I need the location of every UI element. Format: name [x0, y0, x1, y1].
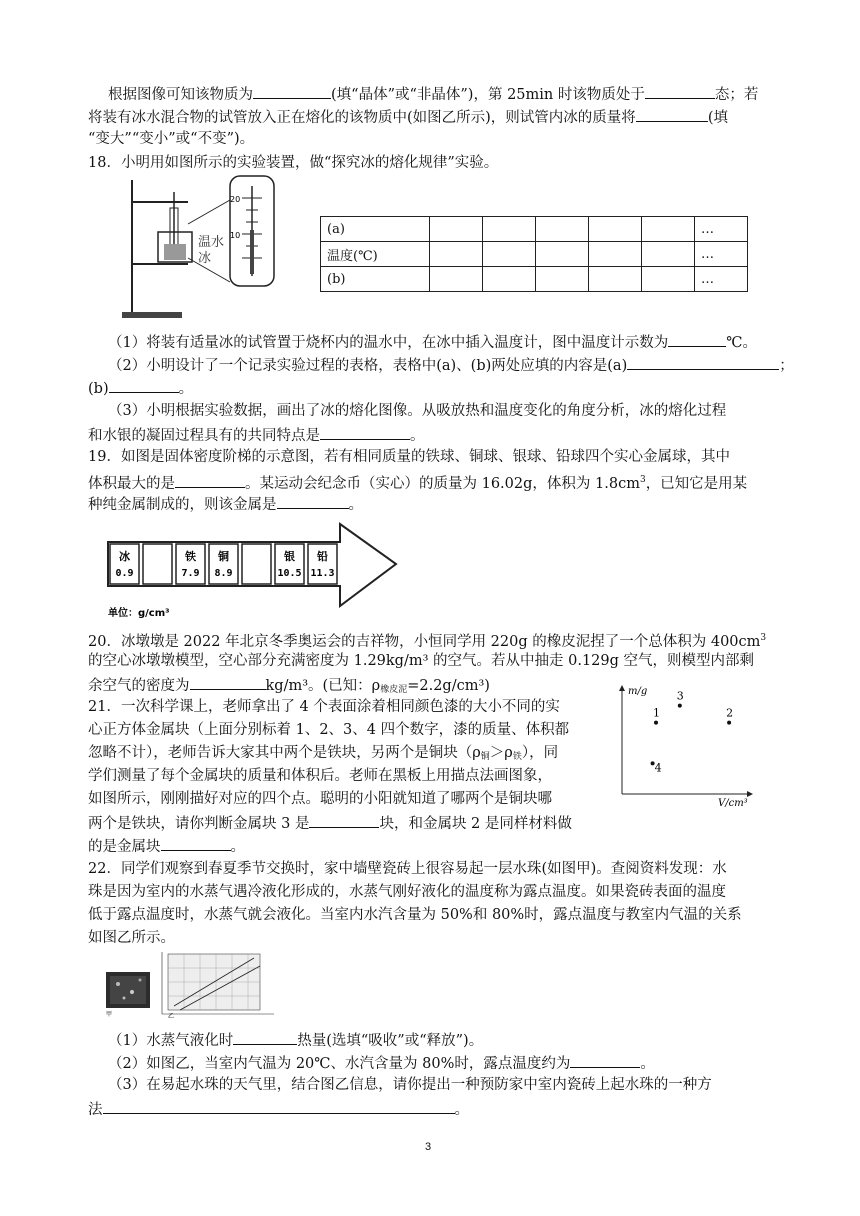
q19-line-3: 种纯金属制成的，则该金属是 。 [88, 492, 363, 516]
data-point-label: 3 [676, 689, 684, 703]
material-name: 银 [284, 550, 295, 563]
q22-part-3b: 法 。 [88, 1097, 469, 1121]
q20-line-1: 20．冰墩墩是 2022 年北京冬季奥运会的吉祥物，小恒同学用 220g 的橡皮泥捏了一个总体积为 $400cm^3$ [88, 633, 767, 650]
density-value: 10.5 [277, 568, 302, 579]
answer-blank[interactable] [233, 1028, 297, 1045]
q21-line-2: 心正方体金属块（上面分别标着 1、2、3、4 四个数字，漆的质量、体积都 [88, 722, 570, 738]
answer-blank[interactable] [253, 82, 331, 99]
data-point-3 [678, 704, 682, 708]
q22-part-1: （1）水蒸气液化时 热量(选填“吸收”或“释放”)。 [108, 1028, 483, 1052]
material-name: 铁 [185, 550, 196, 563]
record-table [320, 216, 748, 292]
data-point-1 [654, 721, 658, 725]
unit-label: 单位：g/cm³ [108, 608, 170, 619]
data-point-2 [727, 721, 731, 725]
answer-blank[interactable] [175, 471, 245, 488]
data-point-label: 2 [726, 706, 734, 720]
q18-title: 18．小明用如图所示的实验装置，做“探究冰的熔化规律”实验。 [88, 155, 499, 171]
q18-part-3: （3）小明根据实验数据，画出了冰的熔化图像。从吸放热和温度变化的角度分析，冰的熔化过程 [108, 403, 727, 419]
data-point-label: 1 [653, 706, 660, 720]
density-ladder-figure [104, 520, 400, 620]
q22-part-2: （2）如图乙，当室内气温为 20℃、水汽含量为 80%时，露点温度约为 。 [108, 1051, 655, 1075]
material-name: 铜 [218, 550, 229, 563]
material-name: 冰 [119, 550, 130, 563]
answer-blank[interactable] [668, 330, 726, 347]
material-name: 铅 [317, 550, 328, 563]
q18-part-1: （1）将装有适量冰的试管置于烧杯内的温水中，在冰中插入温度计，图中温度计示数为 ℃。 [108, 330, 757, 354]
page-number: 3 [425, 1141, 432, 1153]
answer-blank[interactable] [161, 834, 231, 851]
ice-melting-apparatus-figure [118, 172, 298, 322]
density-value: 11.3 [310, 568, 335, 579]
answer-blank[interactable] [645, 82, 715, 99]
q22-figures [104, 948, 284, 1018]
thermometer-tick-label: 10 [230, 231, 241, 240]
table-row: (b) … [321, 267, 748, 292]
thermometer-tick-label: 20 [230, 195, 241, 204]
density-value: 0.9 [115, 568, 134, 579]
q21-line-5: 如图所示，刚刚描好对应的四个点。聪明的小阳就知道了哪两个是铜块哪 [88, 791, 552, 807]
answer-blank[interactable] [103, 1097, 455, 1114]
dew-point-chart [162, 952, 274, 1014]
answer-blank[interactable] [109, 376, 179, 393]
data-point-label: 4 [654, 761, 662, 775]
q18-part-3b: 和水银的凝固过程具有的共同特点是 。 [88, 423, 425, 447]
figure-b-label: 乙 [168, 1013, 175, 1018]
table-row: 温度(℃) … [321, 242, 748, 267]
q22-line-2: 珠是因为室内的水蒸气遇冷液化形成的，水蒸气刚好液化的温度称为露点温度。如果瓷砖表面的温度 [88, 884, 726, 900]
answer-blank[interactable] [309, 811, 379, 828]
q21-line-7: 的是金属块 。 [88, 834, 245, 858]
q21-line-3: 忽略不计），老师告诉大家其中两个是铁块，另两个是铜块$(\rho_铜>\rho_铁)$，同 [88, 745, 559, 762]
y-axis-label: m/g [628, 686, 648, 697]
table-row: (a) … [321, 217, 748, 242]
q19-line-1: 19．如图是固体密度阶梯的示意图，若有相同质量的铁球、铜球、银球、铅球四个实心金属球，其中 [88, 449, 730, 465]
answer-blank[interactable] [320, 423, 410, 440]
q20-line-3: 余空气的密度为 kg/m³。(已知：$\rho_{橡皮泥}=2.2g/cm^3$) [88, 673, 490, 701]
ladder-cell [242, 544, 271, 584]
q22-part-3: （3）在易起水珠的天气里，结合图乙信息，请你提出一种预防家中室内瓷砖上起水珠的一种方 [108, 1077, 712, 1093]
answer-blank[interactable] [636, 105, 708, 122]
q17-line-1: 根据图像可知该物质为 (填“晶体”或“非晶体”)，第 25min 时该物质处于 态；若 [108, 82, 758, 106]
q21-line-4: 学们测量了每个金属块的质量和体积后。老师在黑板上用描点法画图象， [88, 768, 552, 784]
x-axis-label: V/cm³ [718, 798, 748, 808]
answer-blank[interactable] [277, 492, 349, 509]
q18-part-2: （2）小明设计了一个记录实验过程的表格，表格中(a)、(b)两处应填的内容是(a) ； [108, 353, 794, 377]
density-value: 8.9 [214, 568, 233, 579]
q22-line-1: 22．同学们观察到春夏季节交换时，家中墙壁瓷砖上很容易起一层水珠(如图甲)。查阅资料发现：水 [88, 861, 727, 877]
answer-blank[interactable] [627, 353, 779, 370]
q17-line-2: 将装有冰水混合物的试管放入正在熔化的该物质中(如图乙所示)，则试管内冰的质量将 (填 [88, 105, 728, 129]
ladder-cell [143, 544, 172, 584]
answer-blank[interactable] [570, 1051, 640, 1068]
q17-line-3: “变大”“变小”或“不变”)。 [88, 131, 255, 147]
q21-line-1: 21．一次科学课上，老师拿出了 4 个表面涂着相同颜色漆的大小不同的实 [88, 699, 560, 715]
q20-line-2: 的空心冰墩墩模型，空心部分充满密度为 1.29kg/m³ 的空气。若从中抽走 0.129g 空气，则模型内部剩 [88, 653, 755, 669]
figure-a-label: 甲 [106, 1011, 113, 1018]
q22-line-3: 低于露点温度时，水蒸气就会液化。当室内水汽含量为 50%和 80%时，露点温度与教室内气温的关系 [88, 907, 742, 923]
ice-label: 冰 [198, 251, 212, 266]
q21-line-6: 两个是铁块，请你判断金属块 3 是 块，和金属块 2 是同样材料做 [88, 811, 572, 835]
q22-line-4: 如图乙所示。 [88, 930, 175, 946]
answer-blank[interactable] [190, 673, 266, 690]
q19-line-2: 体积最大的是 。某运动会纪念币（实心）的质量为 16.02g，体积为 $1.8cm^3$，已知它是用某 [88, 469, 747, 495]
q18-part-2b: (b) 。 [88, 376, 193, 400]
warm-water-label: 温水 [198, 235, 225, 250]
density-value: 7.9 [181, 568, 200, 579]
mass-volume-graph [608, 682, 758, 808]
